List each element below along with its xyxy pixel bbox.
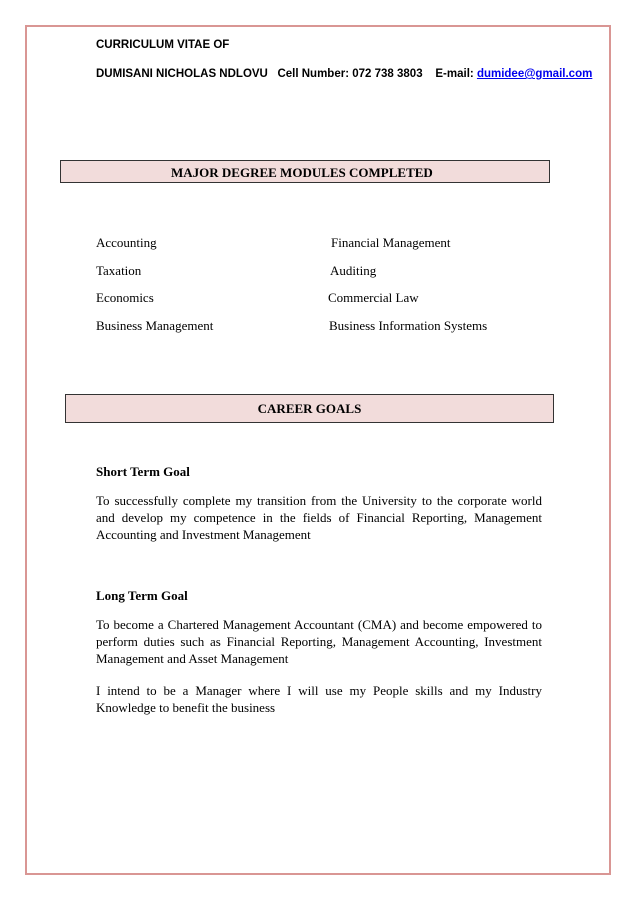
contact-line — [96, 68, 592, 80]
module-item: Economics — [96, 290, 154, 305]
career-goals-header — [65, 394, 554, 423]
module-item: Financial Management — [331, 235, 451, 250]
short-term-text: To successfully complete my transition from the University to the corporate world and develop my competence in the fields of Financial Reporting, Management Accounting and Investment Management — [96, 493, 542, 542]
module-item: Commercial Law — [328, 290, 419, 305]
module-item: Business Information Systems — [329, 318, 488, 333]
module-item: Accounting — [96, 235, 157, 250]
long-term-text: To become a Chartered Management Accountant (CMA) and become empowered to perform duties such as Financial Reporting, Management Accounting, Investment Management and Asset Management — [96, 617, 542, 666]
cell-number: 072 738 3803 — [352, 68, 423, 80]
cell-label: Cell Number: — [277, 68, 350, 80]
short-term-heading: Short Term Goal — [96, 464, 190, 479]
email-link[interactable]: dumidee@gmail.com — [476, 68, 593, 80]
career-goals-title: CAREER GOALS — [257, 401, 362, 416]
long-term-heading: Long Term Goal — [96, 588, 188, 603]
intent-text: I intend to be a Manager where I will use my People skills and my Industry Knowledge to benefit the business — [96, 683, 542, 715]
full-name: DUMISANI NICHOLAS NDLOVU — [96, 68, 268, 80]
modules-section-title: MAJOR DEGREE MODULES COMPLETED — [171, 165, 433, 180]
email-label: E-mail: — [435, 68, 474, 80]
cv-title: CURRICULUM VITAE OF — [96, 39, 230, 51]
page-border — [25, 25, 611, 875]
module-item: Taxation — [96, 263, 142, 278]
module-item: Auditing — [330, 263, 377, 278]
module-item: Business Management — [96, 318, 214, 333]
modules-section-header — [60, 160, 550, 183]
